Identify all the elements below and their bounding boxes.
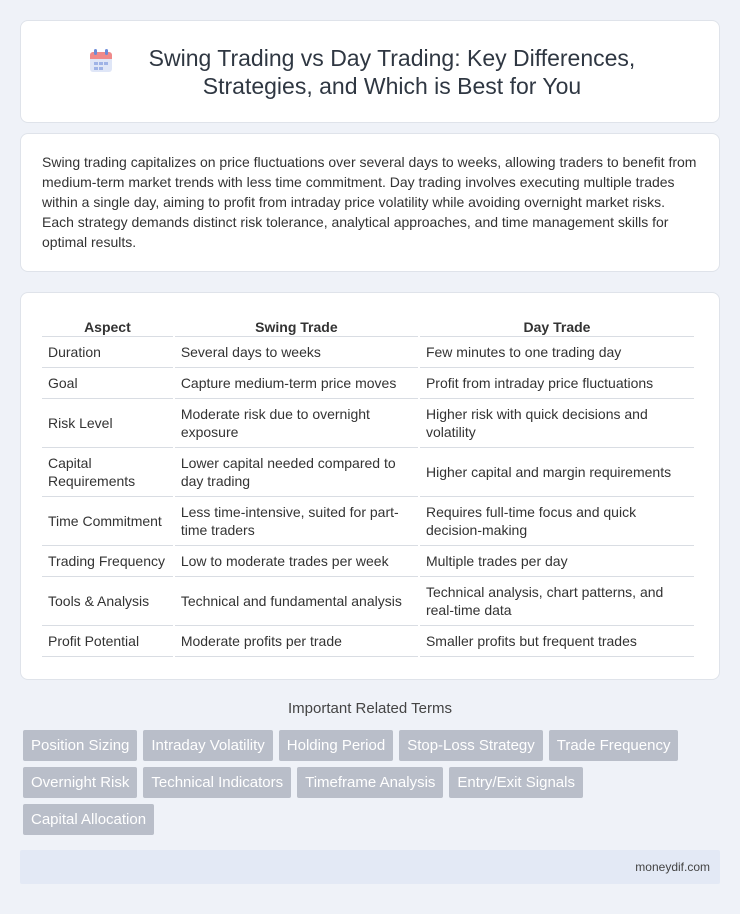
comparison-card — [20, 292, 720, 680]
table-row — [42, 448, 694, 497]
cell-day: Technical analysis, chart patterns, and real-time data — [420, 577, 694, 626]
cell-swing: Lower capital needed compared to day trading — [175, 448, 418, 497]
related-term-tag[interactable]: Entry/Exit Signals — [449, 767, 583, 798]
cell-swing: Less time-intensive, suited for part-time traders — [175, 497, 418, 546]
cell-aspect: Capital Requirements — [42, 448, 173, 497]
cell-swing: Moderate profits per trade — [175, 626, 418, 657]
table-row — [42, 626, 694, 657]
cell-swing: Technical and fundamental analysis — [175, 577, 418, 626]
cell-aspect: Profit Potential — [42, 626, 173, 657]
intro-card — [20, 133, 720, 272]
table-row — [42, 368, 694, 399]
cell-day: Higher risk with quick decisions and volatility — [420, 399, 694, 448]
cell-day: Smaller profits but frequent trades — [420, 626, 694, 657]
related-term-tag[interactable]: Overnight Risk — [23, 767, 137, 798]
related-term-tag[interactable]: Intraday Volatility — [143, 730, 272, 761]
intro-paragraph: Swing trading capitalizes on price fluctuations over several days to weeks, allowing traders to benefit from medium-term market trends with less time commitment. Day trading involves executing multiple trades within a single day, aiming to profit from intraday price volatility while avoiding overnight market risks. Each strategy demands distinct risk tolerance, analytical approaches, and time management skills for optimal results. — [42, 154, 697, 250]
cell-day: Multiple trades per day — [420, 546, 694, 577]
related-term-tag[interactable]: Capital Allocation — [23, 804, 154, 835]
cell-swing: Low to moderate trades per week — [175, 546, 418, 577]
related-term-tag[interactable]: Holding Period — [279, 730, 393, 761]
cell-swing: Capture medium-term price moves — [175, 368, 418, 399]
footer — [20, 850, 720, 884]
calendar-icon — [88, 48, 114, 74]
cell-aspect: Goal — [42, 368, 173, 399]
comparison-table — [40, 313, 696, 657]
header-swing-trade: Swing Trade — [175, 313, 418, 337]
cell-aspect: Risk Level — [42, 399, 173, 448]
related-term-tag[interactable]: Stop-Loss Strategy — [399, 730, 543, 761]
header-day-trade: Day Trade — [420, 313, 694, 337]
title-wrap — [60, 44, 680, 100]
title-card — [20, 20, 720, 123]
cell-aspect: Time Commitment — [42, 497, 173, 546]
cell-swing: Several days to weeks — [175, 337, 418, 368]
table-row — [42, 577, 694, 626]
table-row — [42, 399, 694, 448]
cell-day: Higher capital and margin requirements — [420, 448, 694, 497]
related-term-tag[interactable]: Position Sizing — [23, 730, 137, 761]
table-header-row — [42, 313, 694, 337]
cell-day: Requires full-time focus and quick decision-making — [420, 497, 694, 546]
related-term-tag[interactable]: Timeframe Analysis — [297, 767, 443, 798]
related-terms-heading: Important Related Terms — [288, 700, 452, 717]
cell-aspect: Trading Frequency — [42, 546, 173, 577]
related-term-tag[interactable]: Trade Frequency — [549, 730, 679, 761]
related-terms-list — [23, 730, 723, 841]
header-aspect: Aspect — [42, 313, 173, 337]
table-row — [42, 546, 694, 577]
cell-day: Profit from intraday price fluctuations — [420, 368, 694, 399]
related-term-tag[interactable]: Technical Indicators — [143, 767, 291, 798]
cell-swing: Moderate risk due to overnight exposure — [175, 399, 418, 448]
cell-aspect: Duration — [42, 337, 173, 368]
table-row — [42, 497, 694, 546]
table-row — [42, 337, 694, 368]
footer-site-link[interactable]: moneydif.com — [635, 860, 710, 874]
page-title: Swing Trading vs Day Trading: Key Differences, Strategies, and Which is Best for You — [148, 44, 636, 99]
cell-day: Few minutes to one trading day — [420, 337, 694, 368]
cell-aspect: Tools & Analysis — [42, 577, 173, 626]
